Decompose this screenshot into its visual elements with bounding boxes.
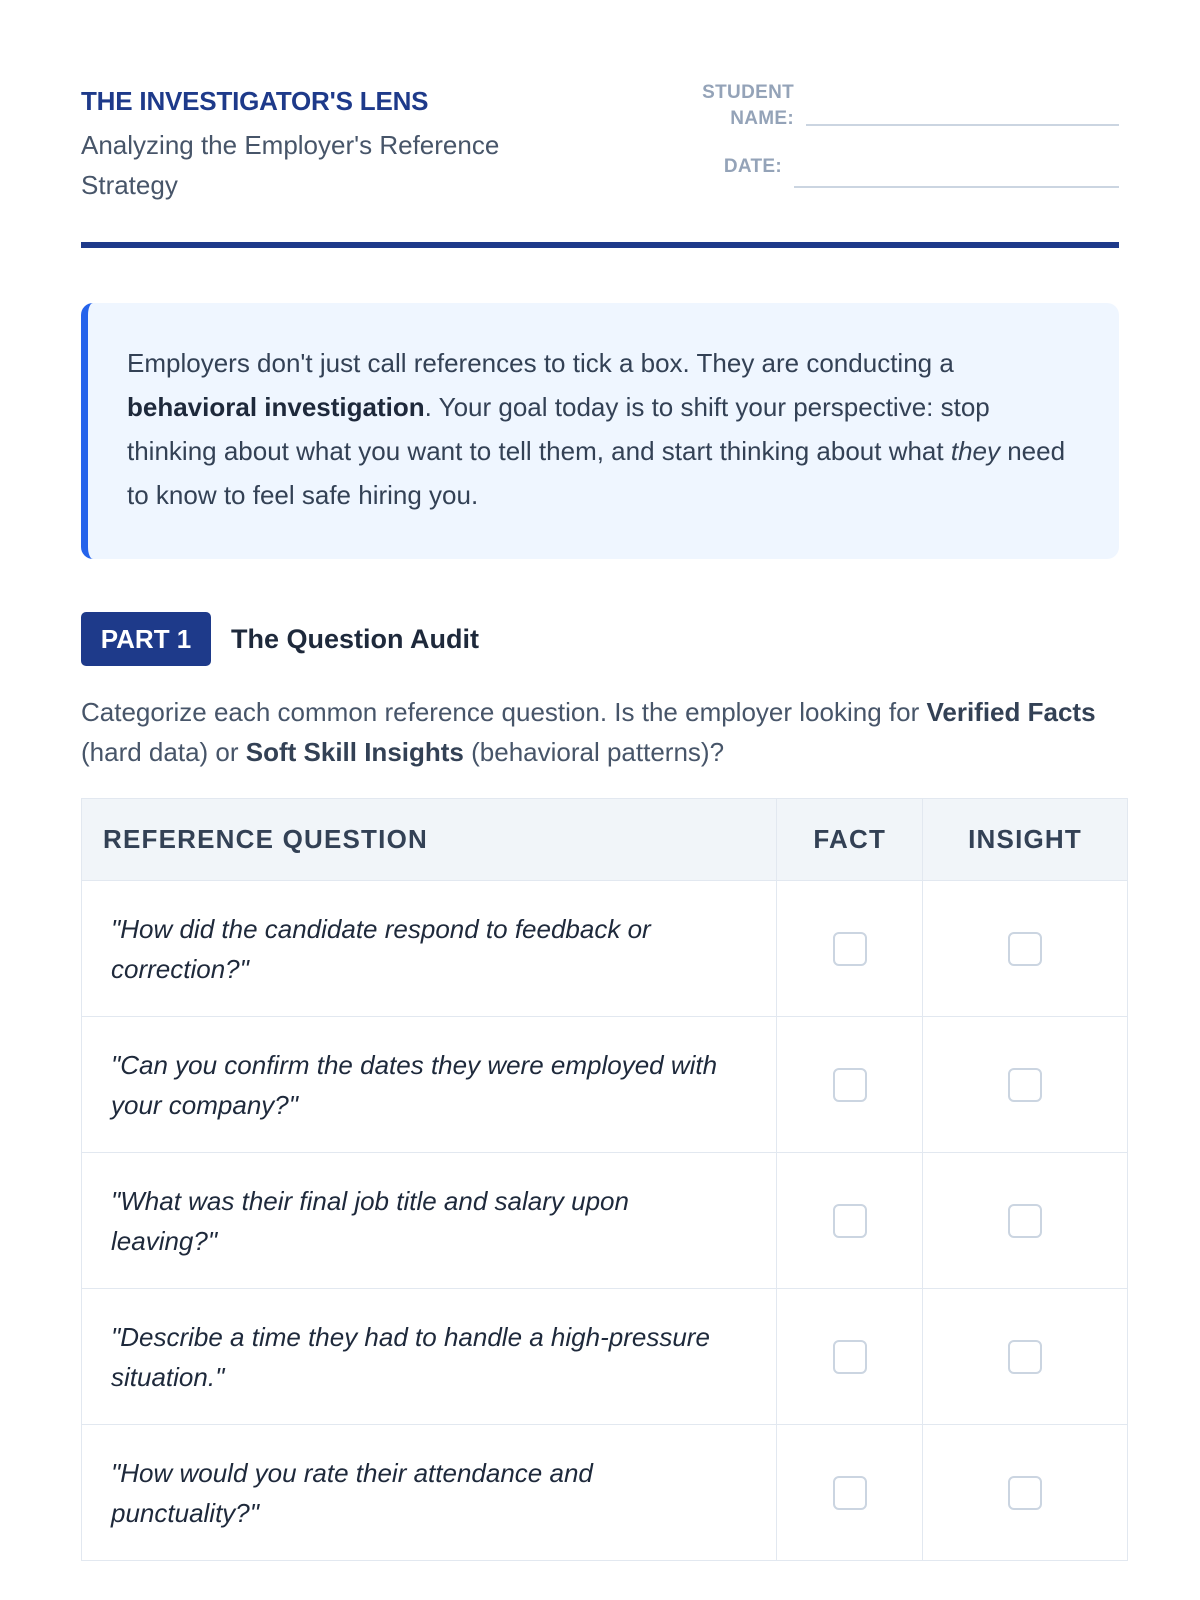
table-row xyxy=(82,1425,1128,1561)
insight-cell xyxy=(923,1153,1128,1289)
instructions-text1: Categorize each common reference question. Is the employer looking for xyxy=(81,697,927,727)
worksheet-subtitle: Analyzing the Employer's Reference Strategy xyxy=(81,130,500,200)
question-cell: "How would you rate their attendance and punctuality?" xyxy=(82,1425,777,1561)
instructions-text3: (behavioral patterns)? xyxy=(463,737,725,767)
student-name-field[interactable] xyxy=(806,124,1119,126)
fact-checkbox[interactable] xyxy=(833,1476,867,1510)
insight-checkbox[interactable] xyxy=(1008,932,1042,966)
column-header-question: REFERENCE QUESTION xyxy=(82,799,777,881)
insight-checkbox[interactable] xyxy=(1008,1340,1042,1374)
fact-cell xyxy=(777,1425,923,1561)
student-fields xyxy=(689,80,1119,190)
intro-text xyxy=(127,341,1079,517)
question-cell: "How did the candidate respond to feedback or correction?" xyxy=(82,881,777,1017)
insight-cell xyxy=(923,1425,1128,1561)
part1-instructions xyxy=(81,692,1119,772)
worksheet-title: THE INVESTIGATOR'S LENS xyxy=(81,86,429,116)
instructions-bold1: Verified Facts xyxy=(926,697,1096,727)
table-header-row xyxy=(82,799,1128,881)
fact-cell xyxy=(777,1153,923,1289)
intro-text-part1: Employers don't just call references to tick a box. They are conducting a xyxy=(127,348,954,378)
instructions-text2: (hard data) or xyxy=(81,737,246,767)
fact-cell xyxy=(777,1289,923,1425)
question-cell: "Describe a time they had to handle a high-pressure situation." xyxy=(82,1289,777,1425)
table-row xyxy=(82,881,1128,1017)
student-name-label-line1: STUDENT xyxy=(702,82,794,103)
fact-checkbox[interactable] xyxy=(833,1204,867,1238)
part1-title: The Question Audit xyxy=(231,624,479,654)
student-name-label xyxy=(689,80,794,132)
table-row xyxy=(82,1289,1128,1425)
header-divider xyxy=(81,242,1119,248)
insight-cell xyxy=(923,1017,1128,1153)
insight-checkbox[interactable] xyxy=(1008,1068,1042,1102)
insight-cell xyxy=(923,881,1128,1017)
date-label: DATE: xyxy=(723,156,782,177)
question-audit-table xyxy=(81,798,1128,1561)
intro-callout xyxy=(81,303,1119,559)
fact-cell xyxy=(777,1017,923,1153)
insight-checkbox[interactable] xyxy=(1008,1204,1042,1238)
table-row xyxy=(82,1153,1128,1289)
question-cell: "Can you confirm the dates they were employed with your company?" xyxy=(82,1017,777,1153)
question-cell: "What was their final job title and salary upon leaving?" xyxy=(82,1153,777,1289)
part1-badge: PART 1 xyxy=(81,612,211,666)
intro-bold-text: behavioral investigation xyxy=(127,392,425,422)
column-header-fact: FACT xyxy=(777,799,923,881)
date-field[interactable] xyxy=(794,186,1119,188)
fact-checkbox[interactable] xyxy=(833,1340,867,1374)
intro-text-part3: need to know to feel safe hiring you. xyxy=(127,436,1066,510)
fact-checkbox[interactable] xyxy=(833,1068,867,1102)
intro-text-part2: . Your goal today is to shift your perspective: stop thinking about what you want to tell them, and start thinking about what xyxy=(127,392,990,466)
insight-checkbox[interactable] xyxy=(1008,1476,1042,1510)
table-row xyxy=(82,1017,1128,1153)
column-header-insight: INSIGHT xyxy=(923,799,1128,881)
worksheet-header xyxy=(81,80,1119,250)
intro-emphasis-text: they xyxy=(950,436,1000,466)
student-name-label-line2: NAME: xyxy=(730,108,794,129)
instructions-bold2: Soft Skill Insights xyxy=(245,737,464,767)
fact-cell xyxy=(777,881,923,1017)
fact-checkbox[interactable] xyxy=(833,932,867,966)
insight-cell xyxy=(923,1289,1128,1425)
